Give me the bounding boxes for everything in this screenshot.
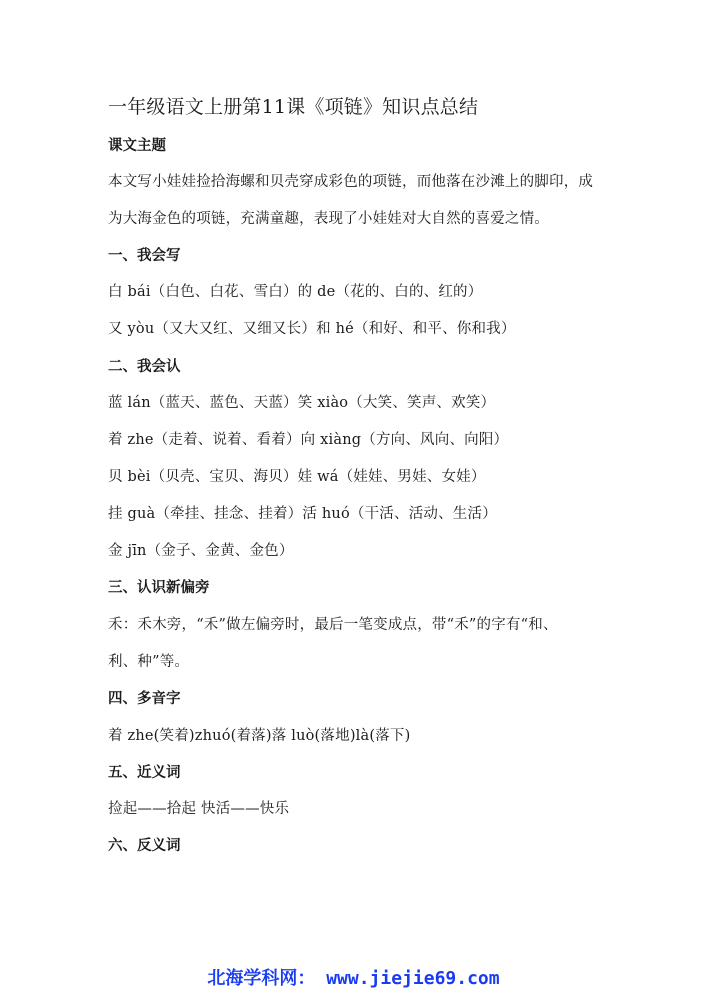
section-heading-antonym: 六、反义词 — [108, 838, 181, 854]
page-title: 一年级语文上册第11课《项链》知识点总结 — [108, 96, 479, 118]
section-heading-recognize: 二、我会认 — [108, 359, 181, 375]
section-heading-polyphone: 四、多音字 — [108, 691, 181, 707]
theme-line-1: 本文写小娃娃捡拾海螺和贝壳穿成彩色的项链，而他落在沙滩上的脚印，成 — [108, 174, 594, 190]
recognize-line-4: 挂 guà（牵挂、挂念、挂着）活 huó（干活、活动、生活） — [108, 506, 497, 522]
section-heading-theme: 课文主题 — [108, 138, 166, 154]
recognize-line-1: 蓝 lán（蓝天、蓝色、天蓝）笑 xiào（大笑、笑声、欢笑） — [108, 395, 496, 411]
write-line-1: 白 bái（白色、白花、雪白）的 de（花的、白的、红的） — [108, 284, 483, 300]
polyphone-line-1: 着 zhe(笑着)zhuó(着落)落 luò(落地)là(落下) — [108, 728, 411, 744]
synonym-line-1: 捡起——拾起 快活——快乐 — [108, 801, 290, 817]
theme-line-2: 为大海金色的项链，充满童趣，表现了小娃娃对大自然的喜爱之情。 — [108, 211, 549, 227]
radical-line-2: 利、种”等。 — [108, 654, 190, 670]
footer-watermark-link[interactable]: 北海学科网： www.jiejie69.com — [207, 968, 500, 989]
section-heading-radical: 三、认识新偏旁 — [108, 580, 210, 596]
recognize-line-5: 金 jīn（金子、金黄、金色） — [108, 543, 294, 559]
section-heading-write: 一、我会写 — [108, 248, 181, 264]
write-line-2: 又 yòu（又大又红、又细又长）和 hé（和好、和平、你和我） — [108, 321, 516, 337]
recognize-line-3: 贝 bèi（贝壳、宝贝、海贝）娃 wá（娃娃、男娃、女娃） — [108, 469, 486, 485]
radical-line-1: 禾：禾木旁，“禾”做左偏旁时，最后一笔变成点，带“禾”的字有“和、 — [108, 617, 558, 633]
recognize-line-2: 着 zhe（走着、说着、看着）向 xiàng（方向、风向、向阳） — [108, 432, 509, 448]
section-heading-synonym: 五、近义词 — [108, 765, 181, 781]
